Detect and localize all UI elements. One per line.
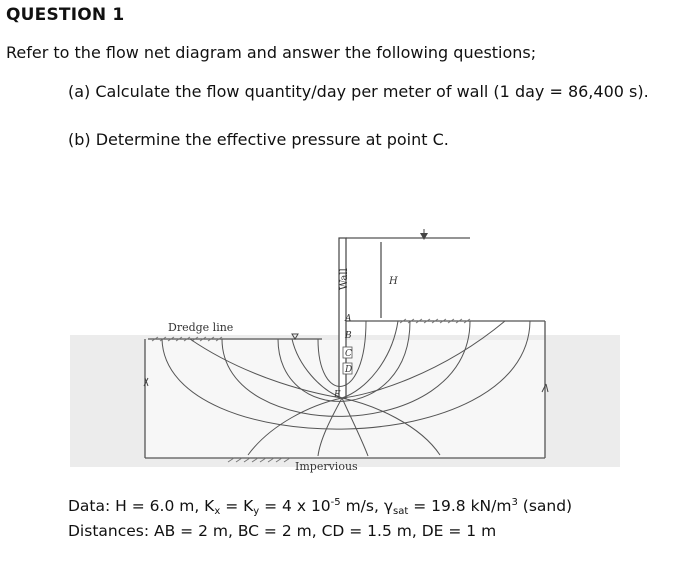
point-c-label: C xyxy=(345,349,352,359)
unit-weight-exponent: 3 xyxy=(511,497,518,508)
part-b-text: (b) Determine the effective pressure at point C. xyxy=(68,130,449,149)
unit-weight-suffix: (sand) xyxy=(517,497,573,515)
unit-weight-value: = 19.8 kN/m xyxy=(408,497,512,515)
head-label: H xyxy=(389,276,398,287)
point-b-label: B xyxy=(345,331,352,341)
distances-line: Distances: AB = 2 m, BC = 2 m, CD = 1.5 m, DE = 1 m xyxy=(68,522,497,540)
point-e-label: E xyxy=(334,390,341,400)
question-intro: Refer to the flow net diagram and answer the following questions; xyxy=(6,43,537,62)
data-prefix: Data: H = 6.0 m, K xyxy=(68,497,215,515)
permeability-value: = 4 x 10 xyxy=(259,497,331,515)
data-eq-k: = K xyxy=(220,497,254,515)
permeability-exponent: -5 xyxy=(330,497,341,508)
kx-subscript: x xyxy=(214,506,221,517)
part-a-text: (a) Calculate the flow quantity/day per meter of wall (1 day = 86,400 s). xyxy=(68,82,649,101)
permeability-unit: m/s, xyxy=(340,497,384,515)
gamma-subscript: sat xyxy=(393,506,409,517)
wall-label: Wall xyxy=(339,268,350,290)
gamma-symbol: γ xyxy=(383,497,394,515)
data-line xyxy=(68,497,572,517)
upstream-water-level-icon xyxy=(420,233,428,240)
impervious-label: Impervious xyxy=(295,460,358,473)
question-title: QUESTION 1 xyxy=(6,5,125,25)
ky-subscript: y xyxy=(253,506,260,517)
dredge-line-label: Dredge line xyxy=(168,321,234,334)
point-a-label: A xyxy=(345,314,352,324)
point-d-label: D xyxy=(345,365,353,375)
